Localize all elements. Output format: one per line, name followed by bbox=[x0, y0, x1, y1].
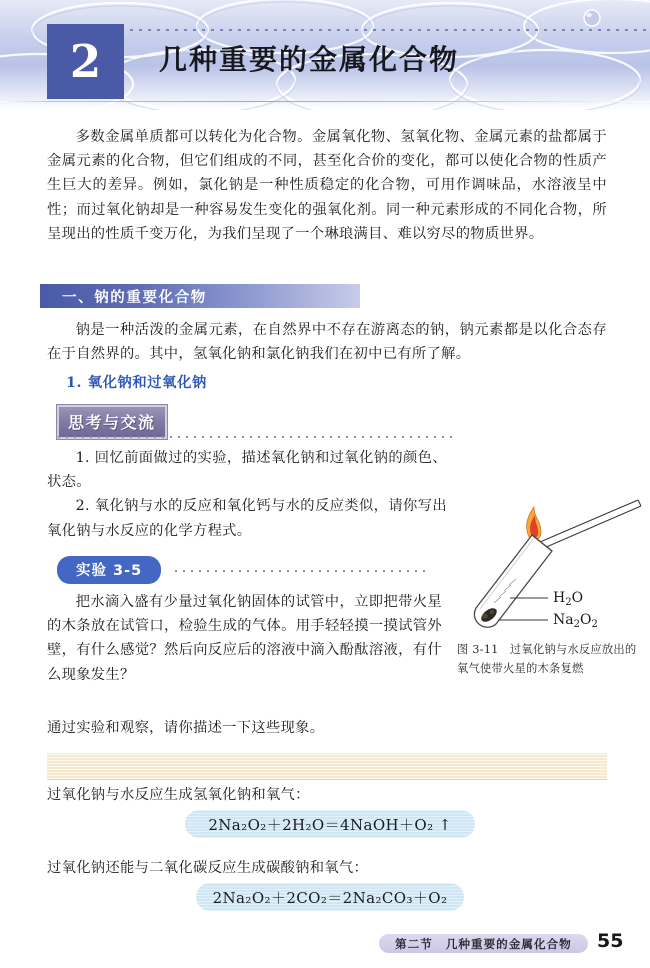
subsection-heading: 1. 氧化钠和过氧化钠 bbox=[66, 375, 207, 391]
figure-caption-text: 过氧化钠与水反应放出的氧气使带火星的木条复燃 bbox=[457, 643, 637, 675]
observation-prompt: 通过实验和观察，请你描述一下这些现象。 bbox=[47, 720, 325, 736]
chapter-number-box bbox=[47, 24, 124, 99]
figure-caption-number: 图 3-11 bbox=[457, 643, 499, 656]
page-number: 55 bbox=[597, 930, 624, 952]
test-tube-icon bbox=[474, 535, 552, 627]
list-item: 1. 回忆前面做过的实验，描述氧化钠和过氧化钠的颜色、状态。 bbox=[47, 450, 447, 491]
flame-icon bbox=[527, 507, 541, 540]
chemical-equation-1: 2Na₂O₂＋2H₂O＝4NaOH＋O₂ ↑ bbox=[185, 810, 475, 838]
figure-caption bbox=[457, 641, 637, 678]
figure-test-tube-illustration bbox=[452, 495, 642, 645]
footer-running-head bbox=[379, 934, 588, 953]
think-and-discuss-badge bbox=[57, 405, 167, 439]
figure-label-water: $H_2O$ bbox=[553, 590, 584, 608]
banner-bottom-rule bbox=[0, 101, 650, 102]
answer-write-in-area[interactable] bbox=[47, 753, 607, 780]
experiment-badge bbox=[57, 556, 161, 584]
equation-lead-text-2: 过氧化钠还能与二氧化碳反应生成碳酸钠和氧气： bbox=[47, 860, 369, 876]
think-question-list bbox=[47, 446, 447, 543]
intro-paragraph: 多数金属单质都可以转化为化合物。金属氧化物、氢氧化物、金属元素的盐都属于金属元素的化合物，但它们组成的不同，甚至化合价的变化，都可以使化合物的性质产生巨大的差异。例如，氯化钠是一种性质稳定的化合物，可用作调味品，水溶液呈中性；而过氧化钠却是一种容易发生变化的强氧化剂。同一种元素形成的不同化合物，所呈现出的性质千变万化，为我们呈现了一个琳琅满目、难以穷尽的物质世界。 bbox=[47, 129, 607, 242]
equation-lead-text-1: 过氧化钠与水反应生成氢氧化钠和氧气： bbox=[47, 787, 310, 803]
figure-label-peroxide: $Na_2O_2$ bbox=[553, 612, 598, 630]
banner-dotted-rule bbox=[130, 29, 650, 31]
footer-section-label: 第二节 bbox=[395, 936, 433, 951]
section-heading-bar bbox=[40, 284, 360, 308]
section-paragraph: 钠是一种活泼的金属元素，在自然界中不存在游离态的钠，钠元素都是以化合态存在于自然界的。其中，氢氧化钠和氯化钠我们在初中已有所了解。 bbox=[47, 322, 607, 363]
banner-circle-accent bbox=[584, 10, 600, 26]
section-heading-text: 一、钠的重要化合物 bbox=[62, 289, 207, 306]
experiment-dotted-rule bbox=[175, 570, 430, 572]
chemical-equation-2: 2Na₂O₂＋2CO₂＝2Na₂CO₃＋O₂ bbox=[196, 883, 464, 911]
list-item: 2. 氧化钠与水的反应和氧化钙与水的反应类似，请你写出氧化钠与水反应的化学方程式。 bbox=[47, 498, 447, 539]
footer-chapter-label: 几种重要的金属化合物 bbox=[445, 936, 572, 951]
wooden-splint-icon bbox=[540, 500, 641, 548]
experiment-badge-label: 实验 3-5 bbox=[76, 563, 143, 579]
think-and-discuss-label: 思考与交流 bbox=[68, 413, 156, 432]
experiment-paragraph: 把水滴入盛有少量过氧化钠固体的试管中，立即把带火星的木条放在试管口，检验生成的气体。用手轻轻摸一摸试管外壁，有什么感觉？然后向反应后的溶液中滴入酚酞溶液，有什么现象发生？ bbox=[47, 594, 442, 683]
chapter-number: 2 bbox=[69, 35, 102, 88]
think-dotted-rule bbox=[58, 436, 458, 438]
page-header-banner bbox=[0, 0, 650, 110]
page-title: 几种重要的金属化合物 bbox=[159, 43, 460, 76]
